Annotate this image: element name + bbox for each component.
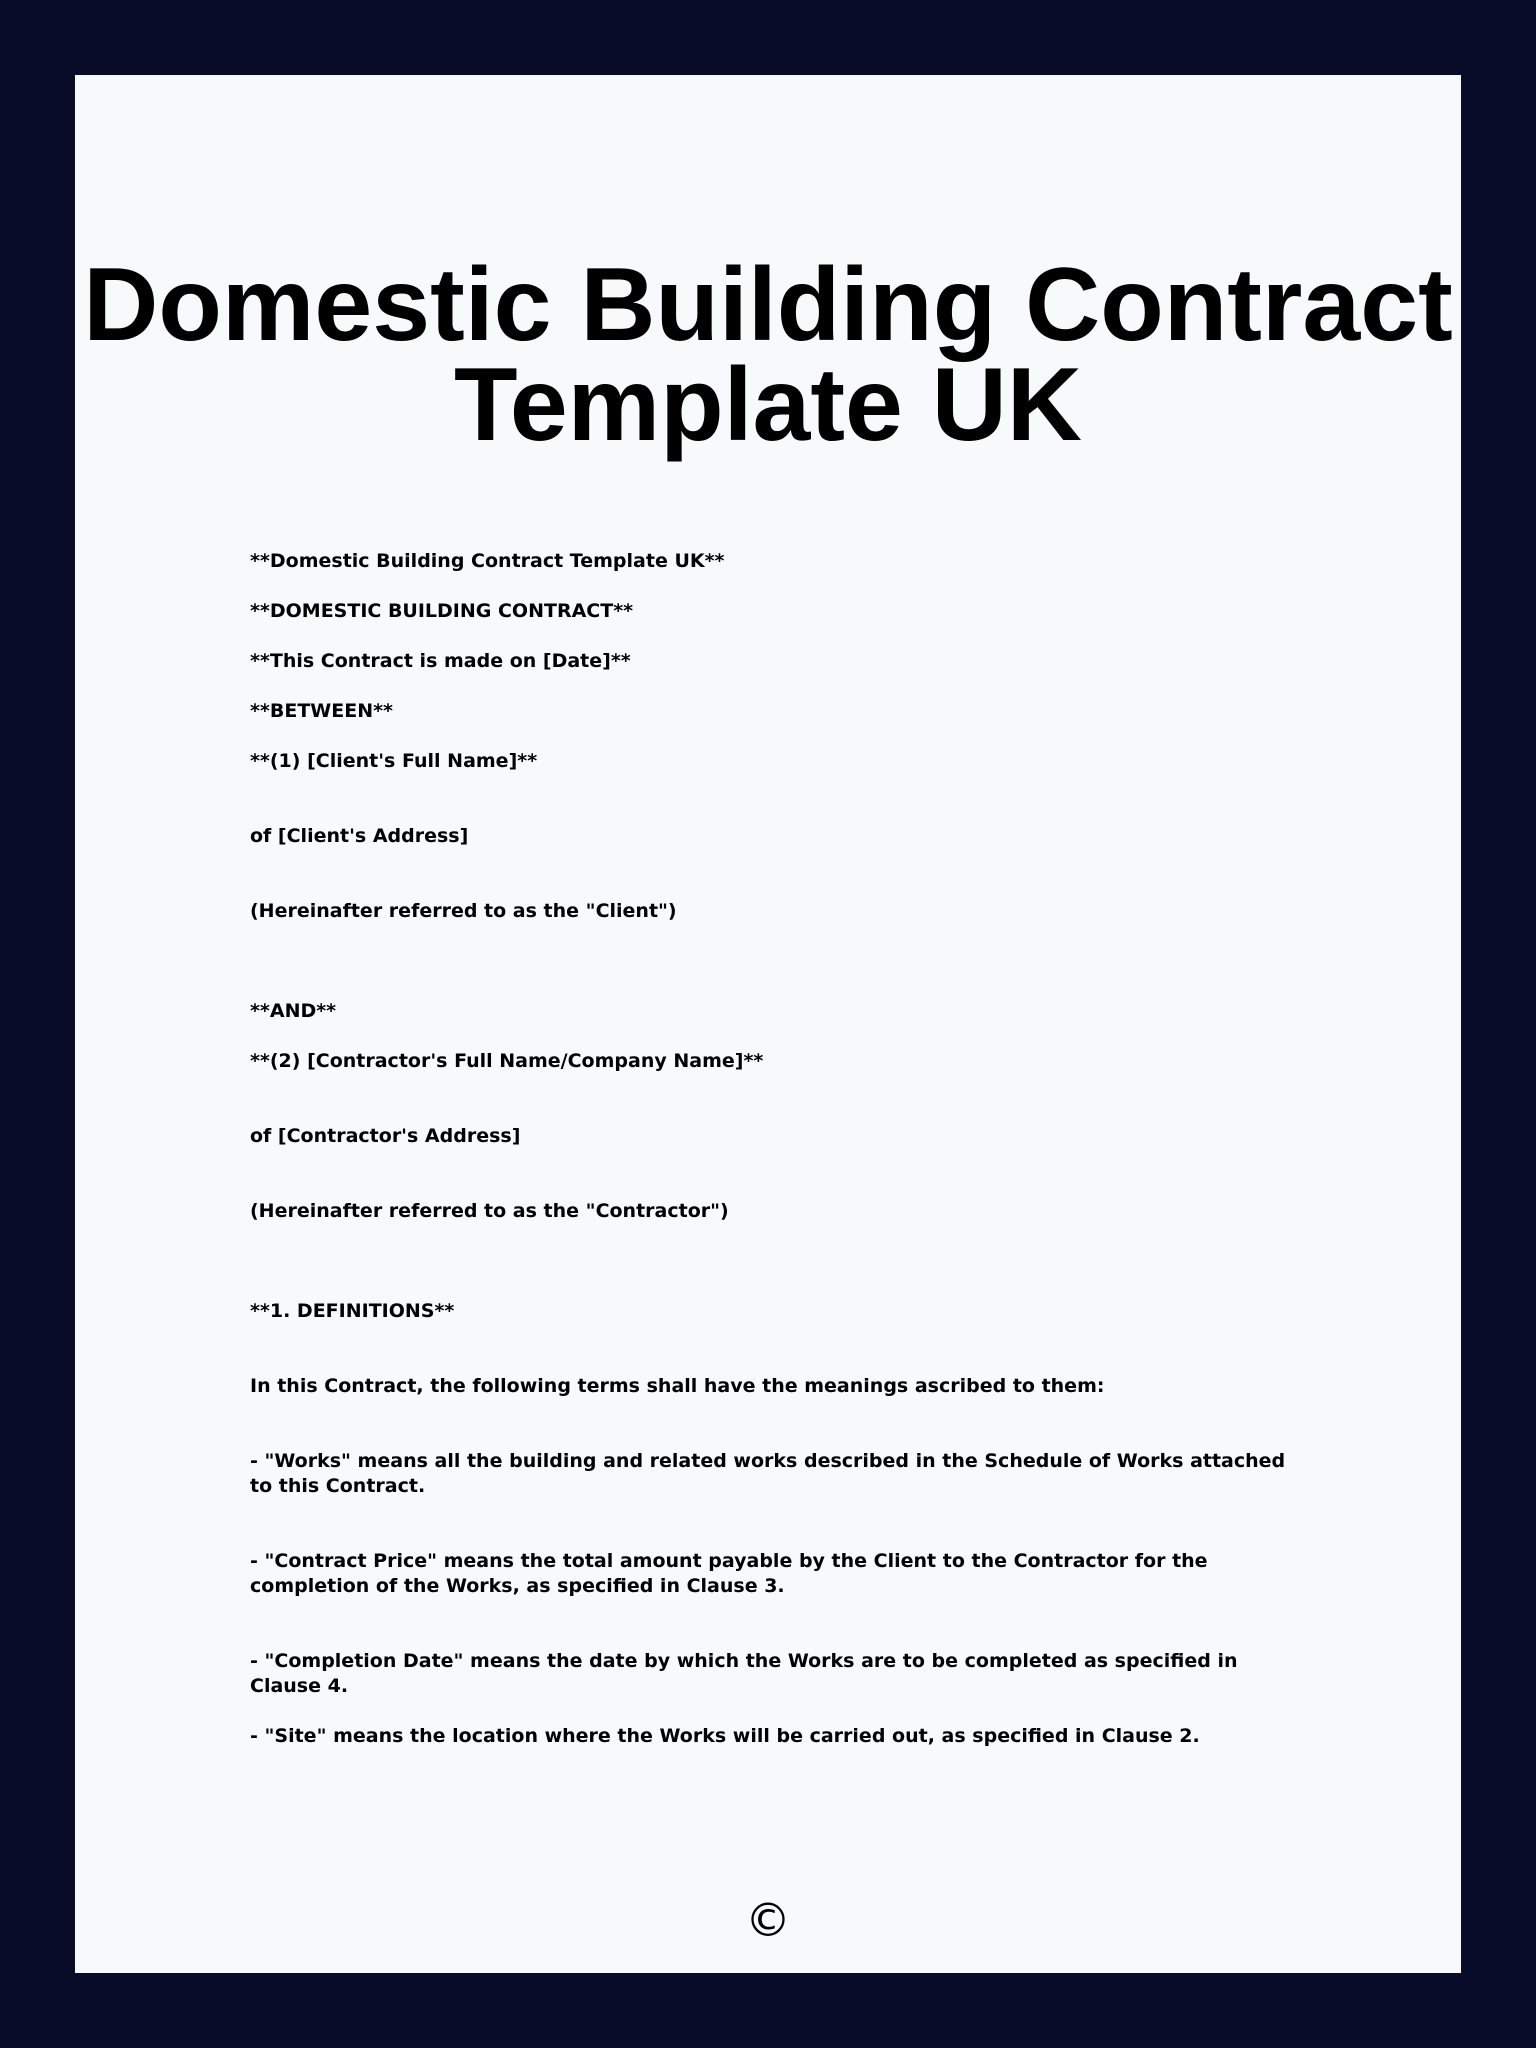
definition-site: - "Site" means the location where the Works will be carried out, as specified in Clause 2. [250,1725,1200,1747]
definition-works: - "Works" means all the building and related works described in the Schedule of Works attached to this Contract. [250,1450,1286,1497]
definition-contract-price: - "Contract Price" means the total amount payable by the Client to the Contractor for the completion of the Works, as specified in Clause 3. [250,1550,1208,1597]
heading-contract-type: **DOMESTIC BUILDING CONTRACT** [250,600,634,622]
contractor-referred-line: (Hereinafter referred to as the "Contractor") [250,1200,729,1222]
document-page [75,75,1461,1973]
contractor-name-line: **(2) [Contractor's Full Name/Company Name]** [250,1050,764,1072]
client-name-line: **(1) [Client's Full Name]** [250,750,538,772]
definitions-intro: In this Contract, the following terms shall have the meanings ascribed to them: [250,1375,1105,1397]
heading-template-name: **Domestic Building Contract Template UK** [250,550,725,572]
contract-date-line: **This Contract is made on [Date]** [250,650,631,672]
document-title: Domestic Building Contract Template UK [83,247,1453,463]
copyright-icon: © [745,1893,791,1947]
and-label: **AND** [250,1000,337,1022]
contractor-address-line: of [Contractor's Address] [250,1125,521,1147]
client-address-line: of [Client's Address] [250,825,469,847]
between-label: **BETWEEN** [250,700,393,722]
definitions-heading: **1. DEFINITIONS** [250,1300,455,1322]
client-referred-line: (Hereinafter referred to as the "Client") [250,900,677,922]
definition-completion-date: - "Completion Date" means the date by which the Works are to be completed as specified in Clause 4. [250,1650,1238,1697]
